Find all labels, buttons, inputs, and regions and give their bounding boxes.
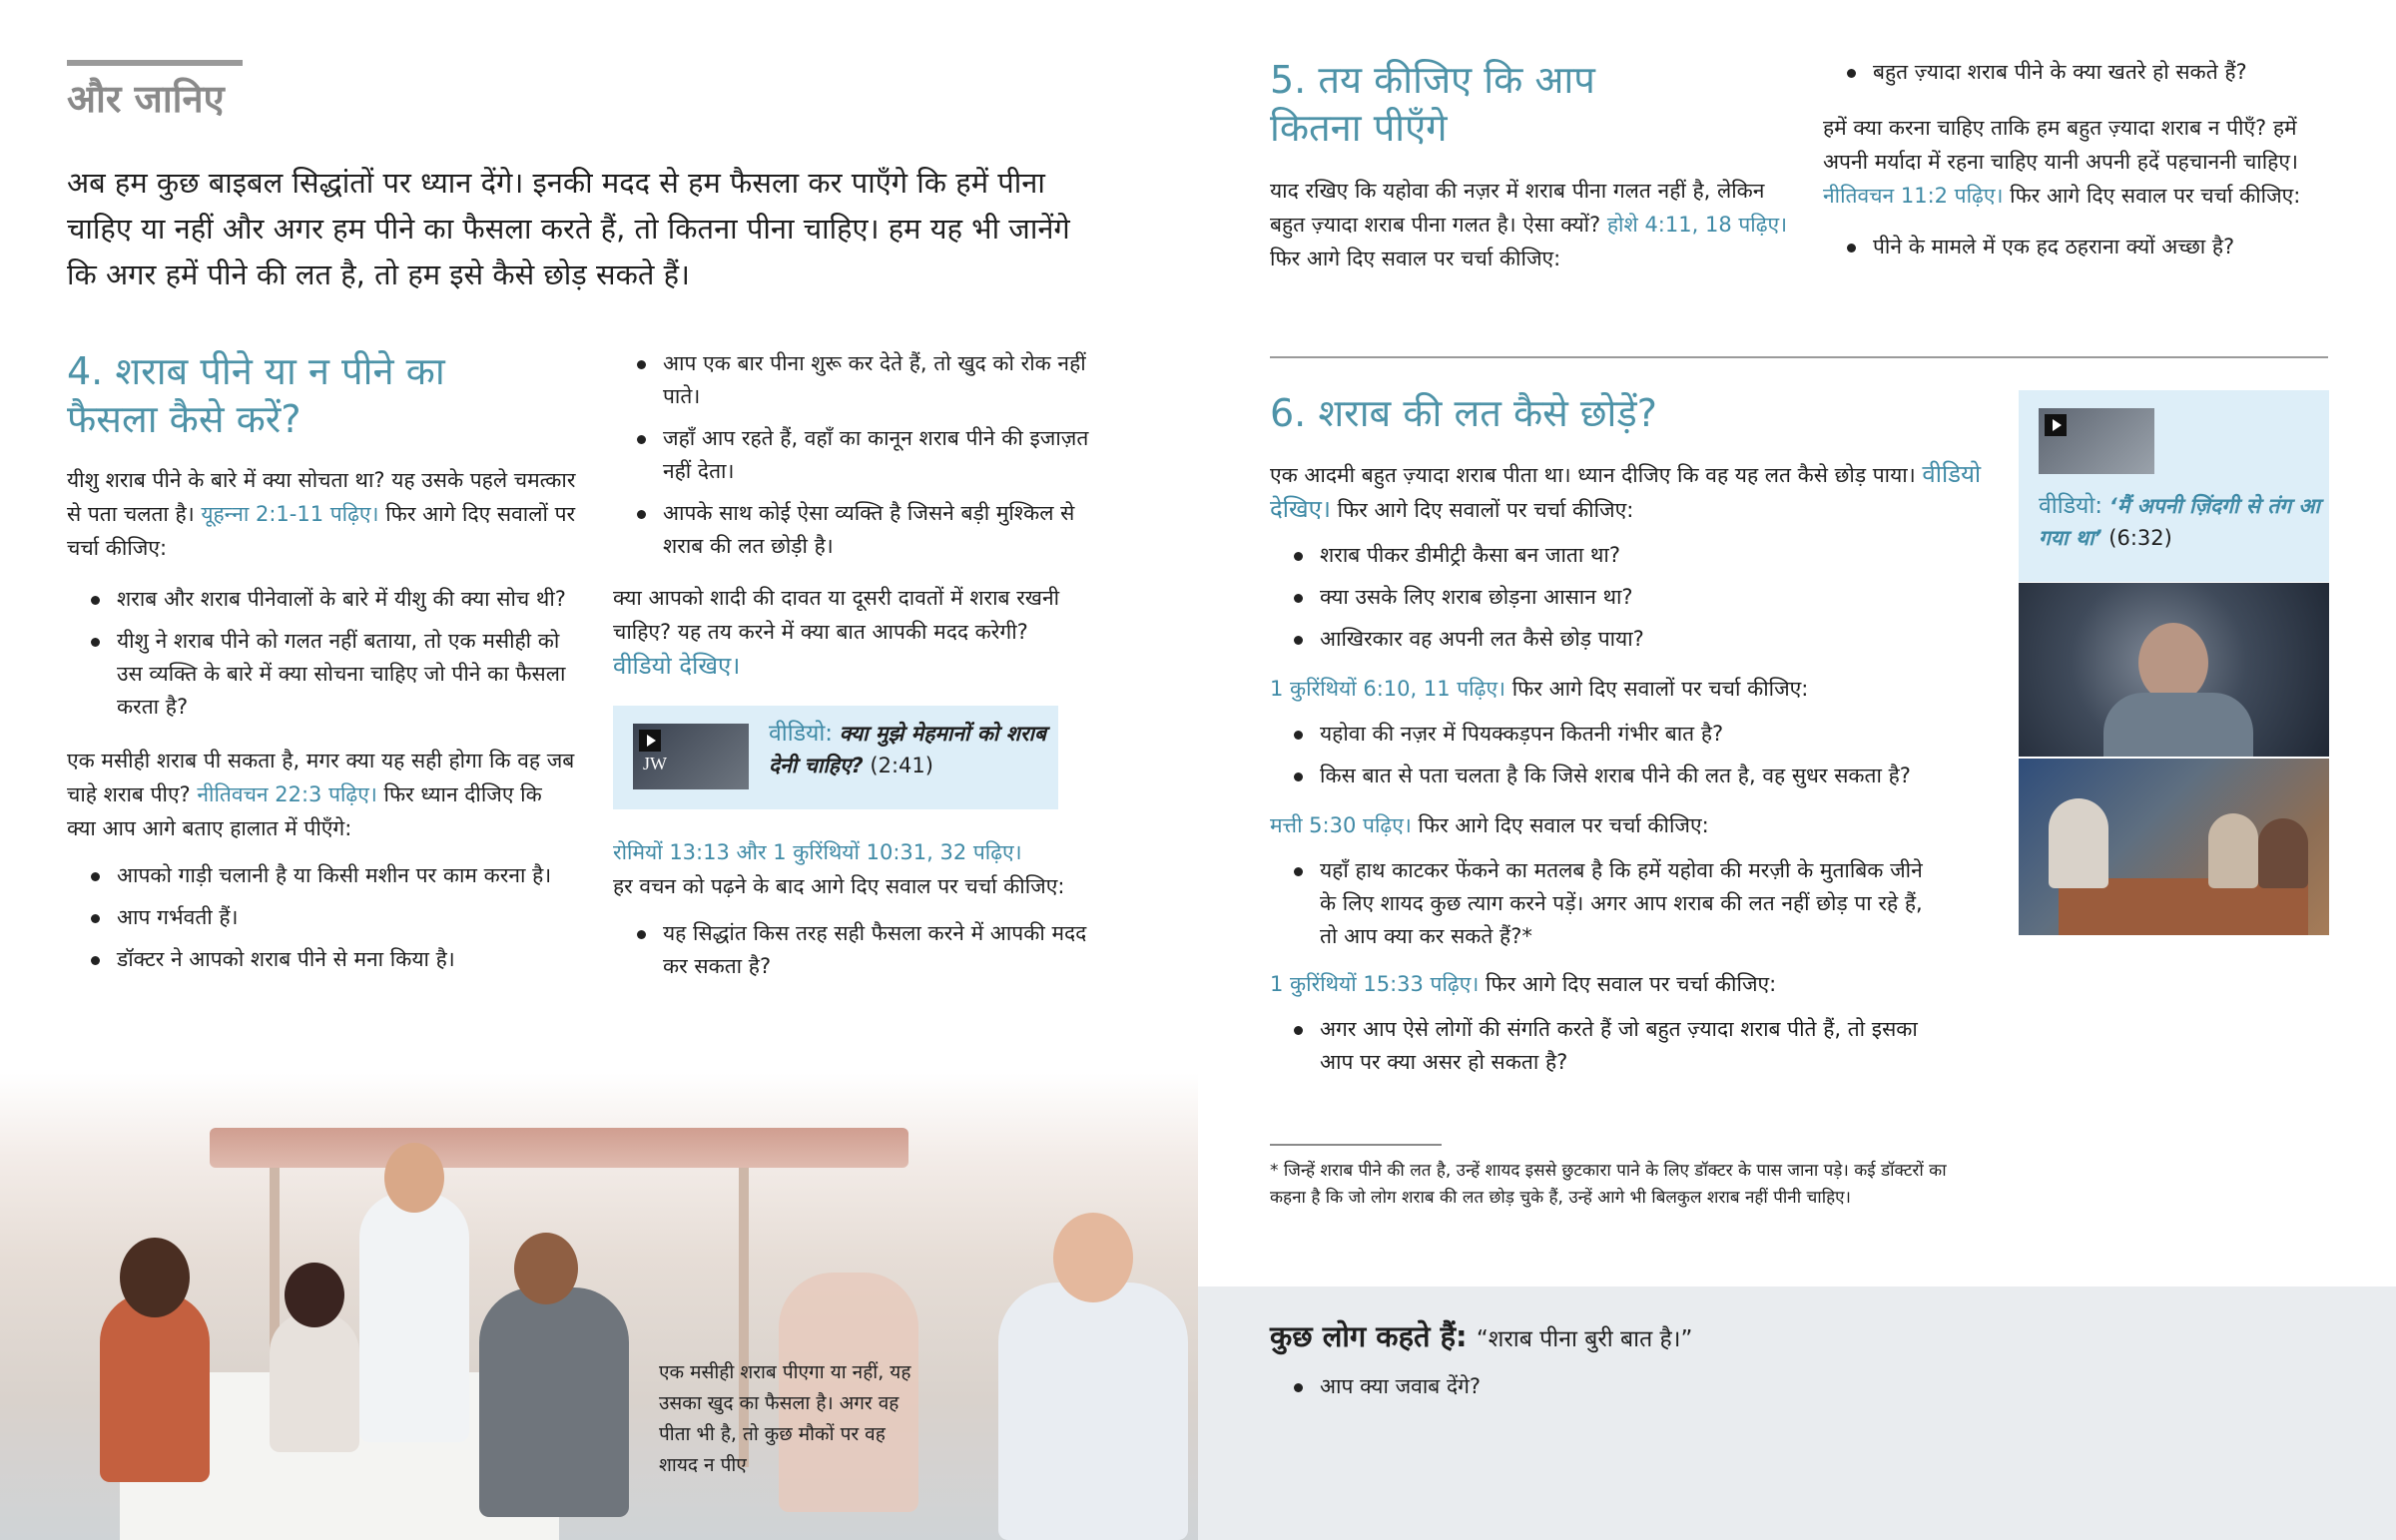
section5-q2-list bbox=[1843, 231, 2342, 263]
list-item: यहोवा की नज़र में पियक्कड़पन कितनी गंभीर बात है? bbox=[1290, 718, 1989, 751]
illustration-caption: एक मसीही शराब पीएगा या नहीं, यह उसका खुद का फैसला है। अगर वह पीता भी है, तो कुछ मौकों पर वह शायद न पीए bbox=[659, 1361, 911, 1476]
section5-p2 bbox=[1823, 111, 2342, 213]
list-item: आप क्या जवाब देंगे? bbox=[1290, 1370, 1481, 1403]
list-item: आप गर्भवती हैं। bbox=[87, 901, 576, 934]
section6-p2-after: फिर आगे दिए सवालों पर चर्चा कीजिए: bbox=[1511, 677, 1809, 701]
section6-q4-list bbox=[1290, 1013, 1929, 1079]
section4-p2-text: एक मसीही शराब पी सकता है, मगर क्या यह सही होगा कि वह जब चाहे शराब पीए? bbox=[67, 749, 575, 806]
play-icon[interactable] bbox=[2045, 414, 2067, 436]
section6-heading: 6. शराब की लत कैसे छोड़ें? bbox=[1270, 391, 1657, 435]
section6-p1-text: एक आदमी बहुत ज़्यादा शराब पीता था। ध्यान दीजिए कि वह यह लत कैसे छोड़ पाया। bbox=[1270, 463, 1916, 487]
video-title-2[interactable]: ‘मैं अपनी ज़िंदगी से तंग आ गया था’ bbox=[2039, 494, 2320, 550]
section5-p1-after: फिर आगे दिए सवाल पर चर्चा कीजिए: bbox=[1270, 247, 1561, 270]
section4-col1 bbox=[67, 463, 576, 985]
list-item: किस बात से पता चलता है कि जिसे शराब पीने की लत है, वह सुधर सकता है? bbox=[1290, 760, 1989, 792]
watch-video-link-2[interactable]: वीडियो देखिए। bbox=[1270, 460, 1982, 523]
video-caption-2 bbox=[2039, 490, 2323, 554]
section4-col2 bbox=[613, 347, 1092, 992]
section5-p2-text: हमें क्या करना चाहिए ताकि हम बहुत ज़्यादा शराब न पीएँ? हमें अपनी मर्यादा में रहना चाहिए यानी अपनी हदें पहचाननी चाहिए। bbox=[1823, 116, 2298, 174]
video-label-2: वीडियो: bbox=[2039, 493, 2103, 519]
title-rule bbox=[67, 60, 243, 66]
video-caption bbox=[769, 718, 1053, 781]
some-say-box bbox=[1198, 1286, 2396, 1540]
restaurant-illustration bbox=[0, 1073, 1198, 1540]
person-head bbox=[1053, 1213, 1133, 1302]
section5-p1-text: याद रखिए कि यहोवा की नज़र में शराब पीना गलत नहीं है, लेकिन बहुत ज़्यादा शराब पीना गलत है। ऐसा क्यों? bbox=[1270, 179, 1765, 237]
person bbox=[100, 1292, 210, 1482]
person bbox=[270, 1312, 359, 1452]
man-head bbox=[2138, 623, 2208, 703]
section-divider bbox=[1270, 356, 2328, 358]
romans-link[interactable]: रोमियों 13:13 और 1 कुरिंथियों 10:31, 32 पढ़िए। bbox=[613, 840, 1022, 864]
john-2-link[interactable]: यूहन्‍ना 2:1-11 पढ़िए। bbox=[201, 502, 379, 526]
video-box-guests[interactable] bbox=[613, 706, 1058, 809]
section4-p2-after: फिर ध्यान दीजिए कि क्या आप आगे बताए हालात में पीएँगे: bbox=[67, 782, 542, 840]
video-duration: (2:41) bbox=[870, 754, 933, 777]
section4-p1-text: यीशु शराब पीने के बारे में क्या सोचता था? यह उसके पहले चमत्कार से पता चलता है। bbox=[67, 468, 576, 526]
list-item: पीने के मामले में एक हद ठहराना क्यों अच्छा है? bbox=[1843, 231, 2342, 263]
video-duration-2: (6:32) bbox=[2108, 526, 2172, 550]
list-item: आखिरकार वह अपनी लत कैसे छोड़ पाया? bbox=[1290, 623, 1989, 656]
footnote-rule bbox=[1270, 1144, 1442, 1146]
some-say-quote: “शराब पीना बुरी बात है।” bbox=[1476, 1326, 1693, 1352]
list-item: शराब और शराब पीनेवालों के बारे में यीशु की क्या सोच थी? bbox=[87, 583, 576, 616]
list-item: यहाँ हाथ काटकर फेंकने का मतलब है कि हमें यहोवा की मरज़ी के मुताबिक जीने के लिए शायद कुछ त्याग करने पड़ें। अगर आप शराब की लत नहीं छोड़ पा रहे हैं, तो आप क्या कर सकते हैं?* bbox=[1290, 854, 1929, 953]
section6-p1 bbox=[1270, 457, 1989, 527]
section4-q3-list bbox=[633, 917, 1092, 983]
section4-p1-after: फिर आगे दिए सवालों पर चर्चा कीजिए: bbox=[67, 502, 576, 560]
section6-p4-after: फिर आगे दिए सवाल पर चर्चा कीजिए: bbox=[1486, 972, 1777, 996]
section6-body bbox=[1270, 457, 1989, 1088]
proverbs-11-link[interactable]: नीतिवचन 11:2 पढ़िए। bbox=[1823, 184, 2004, 208]
section4-p1 bbox=[67, 463, 576, 565]
section5-heading: 5. तय कीजिए कि आप कितना पीएँगे bbox=[1270, 58, 1595, 150]
jw-logo: JW bbox=[643, 754, 667, 773]
list-item: डॉक्टर ने आपको शराब पीने से मना किया है। bbox=[87, 943, 576, 976]
list-item: क्या उसके लिए शराब छोड़ना आसान था? bbox=[1290, 581, 1989, 614]
cor-6-link[interactable]: 1 कुरिंथियों 6:10, 11 पढ़िए। bbox=[1270, 677, 1506, 701]
list-item: अगर आप ऐसे लोगों की संगति करते हैं जो बहुत ज़्यादा शराब पीते हैं, तो इसका आप पर क्या असर हो सकता है? bbox=[1290, 1013, 1929, 1079]
list-item: आपके साथ कोई ऐसा व्यक्‍ति है जिसने बड़ी मुश्‍किल से शराब की लत छोड़ी है। bbox=[633, 497, 1092, 563]
proverbs-22-link[interactable]: नीतिवचन 22:3 पढ़िए। bbox=[197, 782, 377, 806]
family-photo bbox=[2019, 759, 2329, 935]
section4-heading: 4. शराब पीने या न पीने का फैसला कैसे करें? bbox=[67, 349, 445, 441]
footnote: * जिन्हें शराब पीने की लत है, उन्हें शायद इससे छुटकारा पाने के लिए डॉक्टर के पास जाना पड़े। कई डॉक्टरों का कहना है कि जो लोग शराब की लत छोड़ चुके हैं, उन्हें आगे भी बिलकुल शराब नहीं पीनी चाहिए। bbox=[1270, 1161, 1947, 1208]
list-item: यह सिद्धांत किस तरह सही फैसला करने में आपकी मदद कर सकता है? bbox=[633, 917, 1092, 983]
section6-p1-after: फिर आगे दिए सवालों पर चर्चा कीजिए: bbox=[1337, 498, 1634, 522]
section4-p3-text: क्या आपको शादी की दावत या दूसरी दावतों में शराब रखनी चाहिए? यह तय करने में क्या बात आपकी मदद करेगी? bbox=[613, 586, 1060, 644]
section6-p3-after: फिर आगे दिए सवाल पर चर्चा कीजिए: bbox=[1418, 813, 1709, 837]
video-label: वीडियो: bbox=[769, 721, 834, 747]
person-shape bbox=[2049, 798, 2108, 888]
section4-q1-list bbox=[87, 583, 576, 724]
list-item: यीशु ने शराब पीने को गलत नहीं बताया, तो एक मसीही को उस व्यक्ति के बारे में क्या सोचना चाहिए जो पीने का फैसला करता है? bbox=[87, 625, 576, 724]
video-thumbnail-2[interactable] bbox=[2039, 408, 2154, 474]
section6-p3 bbox=[1270, 808, 1989, 842]
list-item: आपको गाड़ी चलानी है या किसी मशीन पर काम करना है। bbox=[87, 859, 576, 892]
hosea-link[interactable]: होशे 4:11, 18 पढ़िए। bbox=[1606, 213, 1788, 237]
canopy bbox=[210, 1128, 908, 1168]
section4-q2-list-cont bbox=[633, 347, 1092, 563]
person-shape bbox=[2208, 813, 2258, 888]
cor-15-link[interactable]: 1 कुरिंथियों 15:33 पढ़िए। bbox=[1270, 972, 1480, 996]
person bbox=[479, 1287, 629, 1517]
section5-p1 bbox=[1270, 174, 1789, 275]
section5-q1-list bbox=[1843, 56, 2342, 89]
person-shape bbox=[2258, 818, 2308, 888]
section5-col1 bbox=[1270, 174, 1789, 275]
learn-more-intro: अब हम कुछ बाइबल सिद्धांतों पर ध्यान देंगे। इनकी मदद से हम फैसला कर पाएँगे कि हमें पीना चाहिए या नहीं और अगर हम पीने का फैसला करते हैं, तो कितना पीना चाहिए। हम यह भी जानेंगे कि अगर हमें पीने की लत है, तो हम इसे कैसे छोड़ सकते हैं। bbox=[67, 166, 1070, 291]
person-head bbox=[285, 1263, 344, 1327]
video-box-dmitry[interactable] bbox=[2019, 390, 2329, 582]
video-title[interactable]: क्या मुझे मेहमानों को शराब देनी चाहिए? bbox=[769, 722, 1046, 777]
section4-p3 bbox=[613, 581, 1092, 684]
play-icon[interactable] bbox=[639, 730, 661, 752]
man-body bbox=[2103, 693, 2253, 757]
section5-p2-after: फिर आगे दिए सवाल पर चर्चा कीजिए: bbox=[2010, 184, 2301, 208]
section4-p4-after: हर वचन को पढ़ने के बाद आगे दिए सवाल पर चर्चा कीजिए: bbox=[613, 874, 1065, 898]
list-item: जहाँ आप रहते हैं, वहाँ का कानून शराब पीने की इजाज़त नहीं देता। bbox=[633, 422, 1092, 488]
section4-p2 bbox=[67, 744, 576, 845]
section4-p4 bbox=[613, 835, 1092, 903]
list-item: शराब पीकर डीमीट्री कैसा बन जाता था? bbox=[1290, 539, 1989, 572]
list-item: बहुत ज़्यादा शराब पीने के क्या खतरे हो सकते हैं? bbox=[1843, 56, 2342, 89]
sad-man-photo bbox=[2019, 583, 2329, 757]
learn-more-title: और जानिए bbox=[67, 77, 225, 121]
watch-video-link[interactable]: वीडियो देखिए। bbox=[613, 652, 741, 680]
person bbox=[998, 1283, 1188, 1540]
some-say-line bbox=[1270, 1316, 1692, 1355]
section6-p4 bbox=[1270, 967, 1989, 1001]
some-say-label: कुछ लोग कहते हैं: bbox=[1270, 1319, 1468, 1353]
section6-q3-list bbox=[1290, 854, 1929, 953]
waiter bbox=[359, 1193, 469, 1442]
list-item: आप एक बार पीना शुरू कर देते हैं, तो खुद को रोक नहीं पाते। bbox=[633, 347, 1092, 413]
section6-p2 bbox=[1270, 672, 1989, 706]
waiter-head bbox=[384, 1143, 444, 1213]
matthew-link[interactable]: मत्ती 5:30 पढ़िए। bbox=[1270, 813, 1412, 837]
section6-q1-list bbox=[1290, 539, 1989, 656]
section6-q2-list bbox=[1290, 718, 1989, 792]
section4-q2-list bbox=[87, 859, 576, 976]
some-say-list bbox=[1290, 1370, 1481, 1412]
video-thumbnail[interactable] bbox=[633, 724, 749, 789]
section5-col2 bbox=[1823, 56, 2342, 272]
person-head bbox=[120, 1238, 190, 1317]
person-head bbox=[514, 1233, 578, 1304]
